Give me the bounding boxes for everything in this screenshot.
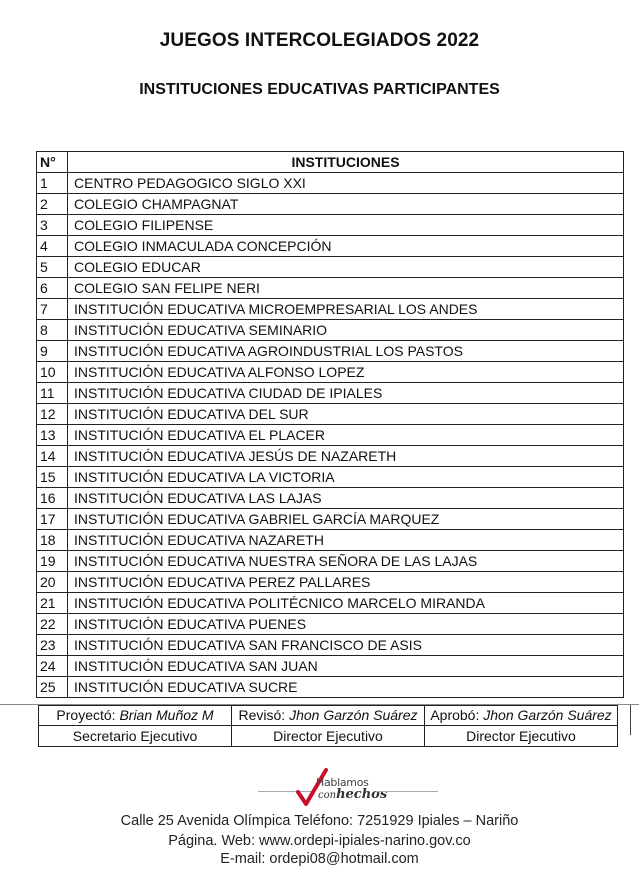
- row-number: 23: [37, 635, 68, 656]
- institution-name: COLEGIO CHAMPAGNAT: [68, 194, 624, 215]
- institution-name: COLEGIO INMACULADA CONCEPCIÓN: [68, 236, 624, 257]
- signature-cell-proyecto: [39, 706, 232, 726]
- institution-name: INSTITUCIÓN EDUCATIVA JESÚS DE NAZARETH: [68, 446, 624, 467]
- footer-email: E-mail: ordepi08@hotmail.com: [220, 851, 419, 867]
- table-row: [37, 530, 624, 551]
- column-header-institutions: INSTITUCIONES: [68, 152, 624, 173]
- institution-name: INSTITUCIÓN EDUCATIVA NAZARETH: [68, 530, 624, 551]
- institution-name: COLEGIO EDUCAR: [68, 257, 624, 278]
- institution-name: INSTITUCIÓN EDUCATIVA NUESTRA SEÑORA DE LAS LAJAS: [68, 551, 624, 572]
- row-number: 25: [37, 677, 68, 698]
- logo-text-hablamos: Hablamos: [316, 776, 369, 789]
- role-director-1: Director Ejecutivo: [232, 726, 425, 747]
- row-number: 7: [37, 299, 68, 320]
- signature-table: [38, 705, 618, 747]
- signature-row: [39, 706, 618, 726]
- row-number: 12: [37, 404, 68, 425]
- table-row: [37, 656, 624, 677]
- table-row: [37, 194, 624, 215]
- table-row: [37, 551, 624, 572]
- row-number: 4: [37, 236, 68, 257]
- table-row: [37, 467, 624, 488]
- row-number: 14: [37, 446, 68, 467]
- table-row: [37, 404, 624, 425]
- row-number: 18: [37, 530, 68, 551]
- signature-cell-reviso: [232, 706, 425, 726]
- table-row: [37, 614, 624, 635]
- edge-mark: [630, 705, 639, 735]
- row-number: 6: [37, 278, 68, 299]
- table-row: [37, 362, 624, 383]
- column-header-number: N°: [37, 152, 68, 173]
- row-number: 16: [37, 488, 68, 509]
- row-number: 20: [37, 572, 68, 593]
- institution-name: INSTITUCIÓN EDUCATIVA SEMINARIO: [68, 320, 624, 341]
- institution-name: INSTITUCIÓN EDUCATIVA EL PLACER: [68, 425, 624, 446]
- institution-name: INSTITUCIÓN EDUCATIVA POLITÉCNICO MARCELO MIRANDA: [68, 593, 624, 614]
- aprobo-label: Aprobó:: [430, 707, 480, 723]
- row-number: 2: [37, 194, 68, 215]
- role-director-2: Director Ejecutivo: [425, 726, 618, 747]
- role-secretario: Secretario Ejecutivo: [39, 726, 232, 747]
- table-body: [37, 173, 624, 698]
- institution-name: INSTITUCIÓN EDUCATIVA AGROINDUSTRIAL LOS PASTOS: [68, 341, 624, 362]
- row-number: 5: [37, 257, 68, 278]
- table-header-row: [37, 152, 624, 173]
- table-row: [37, 509, 624, 530]
- logo-text-hechos-main: hechos: [336, 787, 388, 802]
- row-number: 3: [37, 215, 68, 236]
- row-number: 11: [37, 383, 68, 404]
- institution-name: INSTITUCIÓN EDUCATIVA DEL SUR: [68, 404, 624, 425]
- row-number: 24: [37, 656, 68, 677]
- table-row: [37, 572, 624, 593]
- proyecto-name: Brian Muñoz M: [119, 707, 214, 723]
- hablamos-con-hechos-logo: [258, 768, 438, 810]
- table-row: [37, 341, 624, 362]
- table-row: [37, 635, 624, 656]
- row-number: 9: [37, 341, 68, 362]
- reviso-name: Jhon Garzón Suárez: [289, 707, 418, 723]
- table-row: [37, 425, 624, 446]
- row-number: 19: [37, 551, 68, 572]
- institution-name: INSTITUCIÓN EDUCATIVA LA VICTORIA: [68, 467, 624, 488]
- signature-cell-aprobo: [425, 706, 618, 726]
- institution-name: INSTITUCIÓN EDUCATIVA SAN JUAN: [68, 656, 624, 677]
- institution-name: CENTRO PEDAGOGICO SIGLO XXI: [68, 173, 624, 194]
- table-row: [37, 215, 624, 236]
- table-row: [37, 173, 624, 194]
- role-row: [39, 726, 618, 747]
- row-number: 13: [37, 425, 68, 446]
- aprobo-name: Jhon Garzón Suárez: [483, 707, 612, 723]
- logo-line-right: [376, 791, 438, 792]
- table-row: [37, 278, 624, 299]
- table-row: [37, 299, 624, 320]
- table-row: [37, 383, 624, 404]
- institution-name: INSTITUCIÓN EDUCATIVA CIUDAD DE IPIALES: [68, 383, 624, 404]
- row-number: 22: [37, 614, 68, 635]
- proyecto-label: Proyectó:: [56, 707, 116, 723]
- table-row: [37, 593, 624, 614]
- institution-name: COLEGIO FILIPENSE: [68, 215, 624, 236]
- footer-web: Página. Web: www.ordepi-ipiales-narino.gov.co: [168, 833, 471, 849]
- institution-name: INSTITUCIÓN EDUCATIVA PEREZ PALLARES: [68, 572, 624, 593]
- table-row: [37, 320, 624, 341]
- institution-name: INSTITUCIÓN EDUCATIVA SAN FRANCISCO DE ASIS: [68, 635, 624, 656]
- institution-name: INSTITUCIÓN EDUCATIVA SUCRE: [68, 677, 624, 698]
- institution-name: COLEGIO SAN FELIPE NERI: [68, 278, 624, 299]
- row-number: 8: [37, 320, 68, 341]
- row-number: 21: [37, 593, 68, 614]
- institutions-table: [36, 151, 624, 698]
- table-row: [37, 446, 624, 467]
- reviso-label: Revisó:: [238, 707, 286, 723]
- row-number: 15: [37, 467, 68, 488]
- document-title: JUEGOS INTERCOLEGIADOS 2022: [159, 30, 480, 51]
- footer-address: Calle 25 Avenida Olímpica Teléfono: 7251929 Ipiales – Nariño: [120, 813, 519, 829]
- row-number: 10: [37, 362, 68, 383]
- row-number: 1: [37, 173, 68, 194]
- institution-name: INSTITUCIÓN EDUCATIVA PUENES: [68, 614, 624, 635]
- document-subtitle: INSTITUCIONES EDUCATIVAS PARTICIPANTES: [139, 81, 500, 98]
- table-row: [37, 488, 624, 509]
- institution-name: INSTITUCIÓN EDUCATIVA ALFONSO LOPEZ: [68, 362, 624, 383]
- row-number: 17: [37, 509, 68, 530]
- institution-name: INSTITUCIÓN EDUCATIVA MICROEMPRESARIAL LOS ANDES: [68, 299, 624, 320]
- logo-text-hechos: [318, 787, 387, 802]
- institution-name: INSTUTICIÓN EDUCATIVA GABRIEL GARCÍA MARQUEZ: [68, 509, 624, 530]
- table-row: [37, 257, 624, 278]
- table-row: [37, 677, 624, 698]
- logo-text-con: con: [318, 790, 337, 801]
- institution-name: INSTITUCIÓN EDUCATIVA LAS LAJAS: [68, 488, 624, 509]
- table-row: [37, 236, 624, 257]
